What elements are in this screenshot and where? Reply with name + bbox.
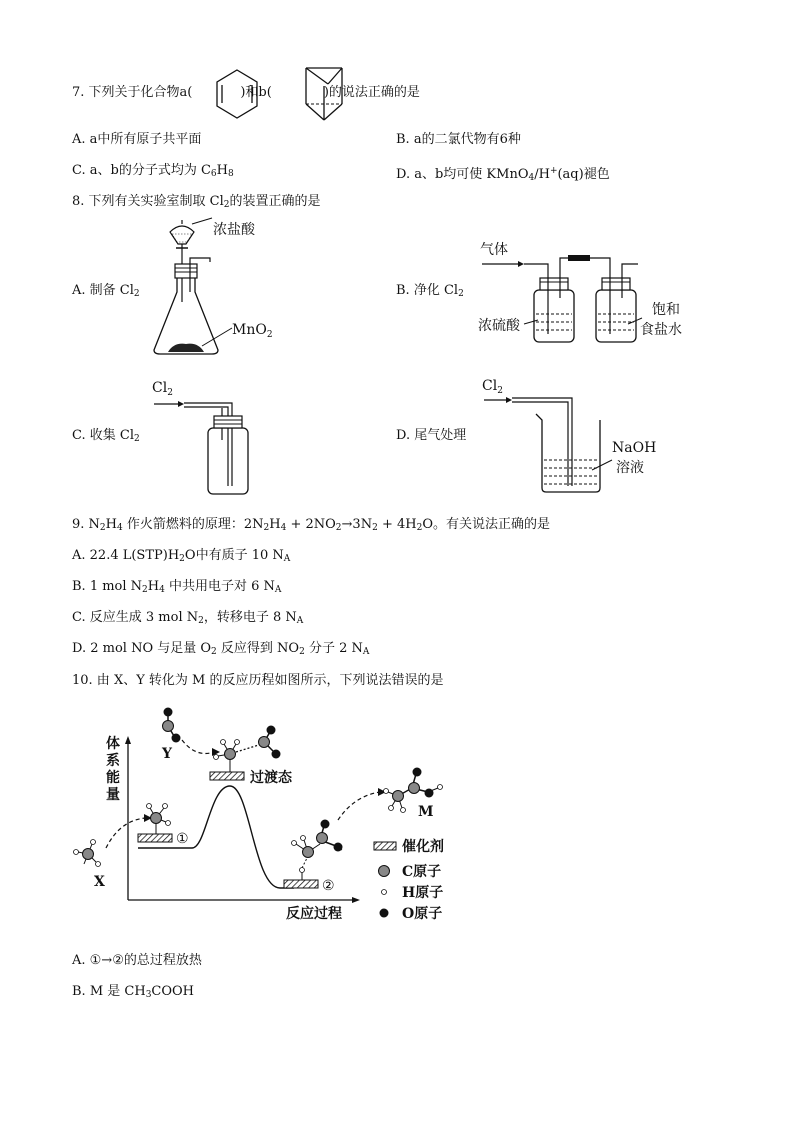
svg-text:过渡态: 过渡态	[250, 770, 292, 786]
apparatus-c-collection	[152, 376, 262, 496]
apparatus-a-generator	[150, 212, 310, 360]
q8-option-d[interactable]: D. 尾气处理	[396, 428, 467, 443]
svg-text:Y: Y	[162, 746, 172, 762]
svg-text:浓硫酸: 浓硫酸	[478, 318, 520, 334]
svg-text:系: 系	[106, 753, 120, 769]
svg-text:O原子: O原子	[402, 906, 443, 922]
svg-text:M: M	[418, 804, 434, 820]
q9-option-b[interactable]: B. 1 mol $N_2H_4$ 中共用电子对 6 $N_A$	[72, 579, 282, 595]
q9-stem: 9. $N_2H_4$ 作火箭燃料的原理：$2N_2H_4 + 2NO_2\to 3N_2 + 4H_2O$。有关说法正确的是	[72, 517, 550, 533]
q8-option-c[interactable]: C. 收集 $Cl_2$	[72, 428, 140, 444]
svg-text:Cl2: $Cl_2$	[152, 380, 173, 398]
q9-option-a[interactable]: A. 22.4 $L(STP)H_2O$中有质子 10 $N_A$	[72, 548, 291, 564]
svg-text:能: 能	[106, 770, 120, 786]
svg-text:体: 体	[106, 736, 120, 752]
q8-stem: 8. 下列有关实验室制取 $Cl_2$的装置正确的是	[72, 194, 321, 210]
svg-text:催化剂: 催化剂	[402, 839, 444, 855]
svg-text:H原子: H原子	[402, 885, 444, 901]
q9-option-c[interactable]: C. 反应生成 3 mol $N_2$，转移电子 8 $N_A$	[72, 610, 304, 626]
q10-option-b[interactable]: B. M 是 $CH_3COOH$	[72, 984, 195, 1000]
q7-option-d[interactable]: D. a、b均可使 KMnO$_4$/H+(aq)褪色	[396, 166, 610, 183]
svg-text:饱和: 饱和	[652, 302, 680, 318]
q7-option-b[interactable]: B. a的二氯代物有6种	[396, 132, 521, 147]
svg-text:C原子: C原子	[402, 864, 442, 880]
svg-text:溶液: 溶液	[616, 460, 644, 476]
svg-text:食盐水: 食盐水	[640, 322, 682, 338]
q9-option-d[interactable]: D. 2 mol NO 与足量 $O_2$ 反应得到 $NO_2$ 分子 2 $N_A$	[72, 641, 370, 657]
svg-text:量: 量	[106, 787, 120, 803]
svg-text:①: ①	[176, 831, 189, 847]
q7-stem: 7. 下列关于化合物a( )和b( )的说法正确的是	[72, 85, 420, 100]
label-conc-hcl: 浓盐酸	[213, 222, 255, 238]
compound-b-structure	[302, 62, 346, 124]
q7-option-a[interactable]: A. a中所有原子共平面	[72, 132, 202, 147]
q8-option-b[interactable]: B. 净化 $Cl_2$	[396, 283, 464, 299]
q7-option-c[interactable]: C. a、b的分子式均为 $C_6H_8$	[72, 163, 234, 179]
svg-text:X: X	[94, 874, 105, 890]
reaction-energy-diagram	[66, 700, 466, 930]
apparatus-d-tail-gas	[480, 376, 680, 496]
q10-option-a[interactable]: A. ①→②的总过程放热	[72, 953, 202, 968]
compound-a-structure	[212, 66, 262, 122]
q10-stem: 10. 由 X、Y 转化为 M 的反应历程如图所示，下列说法错误的是	[72, 673, 444, 688]
svg-text:Cl2: $Cl_2$	[482, 378, 503, 396]
svg-text:②: ②	[322, 878, 335, 894]
svg-text:气体: 气体	[480, 242, 508, 258]
q8-option-a[interactable]: A. 制备 $Cl_2$	[72, 283, 140, 299]
svg-text:NaOH: NaOH	[612, 440, 657, 456]
apparatus-b-purification	[478, 238, 698, 348]
svg-text:MnO2: MnO$_2$	[232, 322, 273, 340]
svg-text:反应过程: 反应过程	[286, 906, 342, 922]
